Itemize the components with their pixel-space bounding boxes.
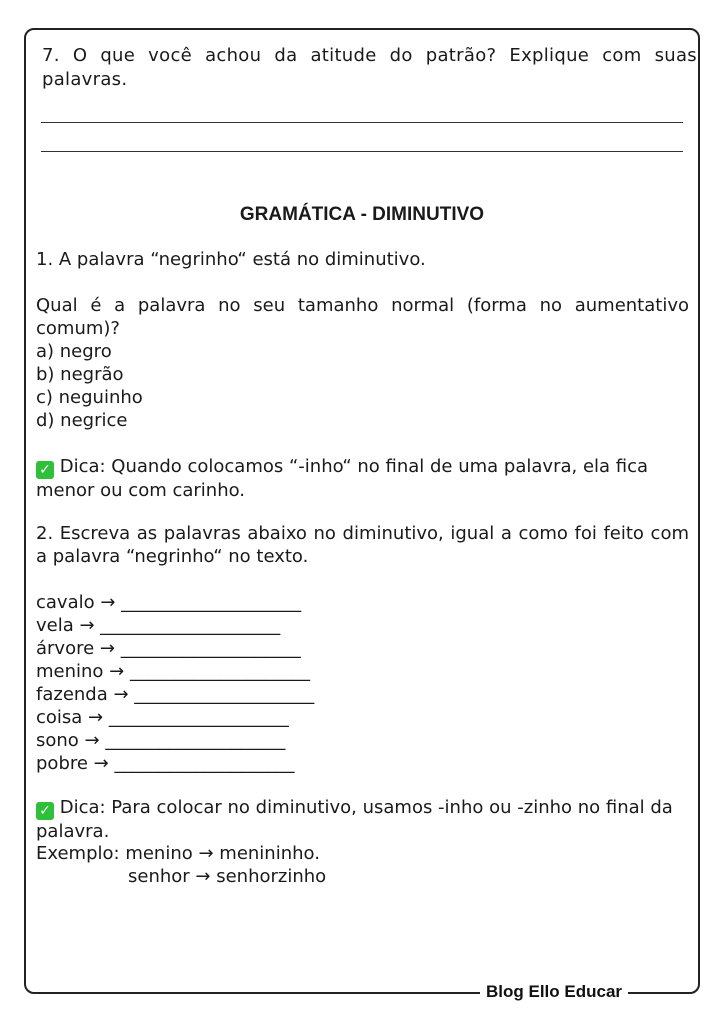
tip-2 [36,796,689,843]
word-item: coisa → ____________________ [36,707,289,728]
word-item: menino → ____________________ [36,661,310,682]
check-mark-icon: ✓ [36,802,54,820]
tip-1-text: Dica: Quando colocamos “-inho“ no final de uma palavra, ela fica menor ou com carinho. [36,456,649,501]
option-d: d) negrice [36,410,128,431]
word-item: árvore → ____________________ [36,638,301,659]
example-2: senhor → senhorzinho [128,866,327,887]
footer-brand: Blog Ello Educar [480,982,628,1002]
option-b: b) negrão [36,364,124,385]
tip-1 [36,455,689,502]
section-title: GRAMÁTICA - DIMINUTIVO [239,204,485,225]
check-mark-icon: ✓ [36,461,54,479]
answer-line [41,122,683,123]
answer-line [41,151,683,152]
option-c: c) neguinho [36,387,143,408]
question-1-prompt: Qual é a palavra no seu tamanho normal (forma no aumentativo comum)? [36,295,689,339]
example [36,842,689,888]
example-1: menino → menininho. [125,843,320,864]
word-list [36,591,689,775]
word-item: vela → ____________________ [36,615,281,636]
question-7: 7. O que você achou da atitude do patrão? Explique com suas palavras. [42,45,697,90]
word-item: fazenda → ____________________ [36,684,315,705]
tip-2-text: Dica: Para colocar no diminutivo, usamos -inho ou -zinho no final da palavra. [36,797,673,842]
question-1-options [36,340,689,432]
question-2-statement: 2. Escreva as palavras abaixo no diminutivo, igual a como foi feito com a palavra “negrinho“ no texto. [36,523,689,567]
example-label: Exemplo: [36,843,120,864]
word-item: pobre → ____________________ [36,753,295,774]
question-1-statement: 1. A palavra “negrinho“ está no diminutivo. [36,249,426,270]
option-a: a) negro [36,341,112,362]
word-item: sono → ____________________ [36,730,286,751]
word-item: cavalo → ____________________ [36,592,302,613]
